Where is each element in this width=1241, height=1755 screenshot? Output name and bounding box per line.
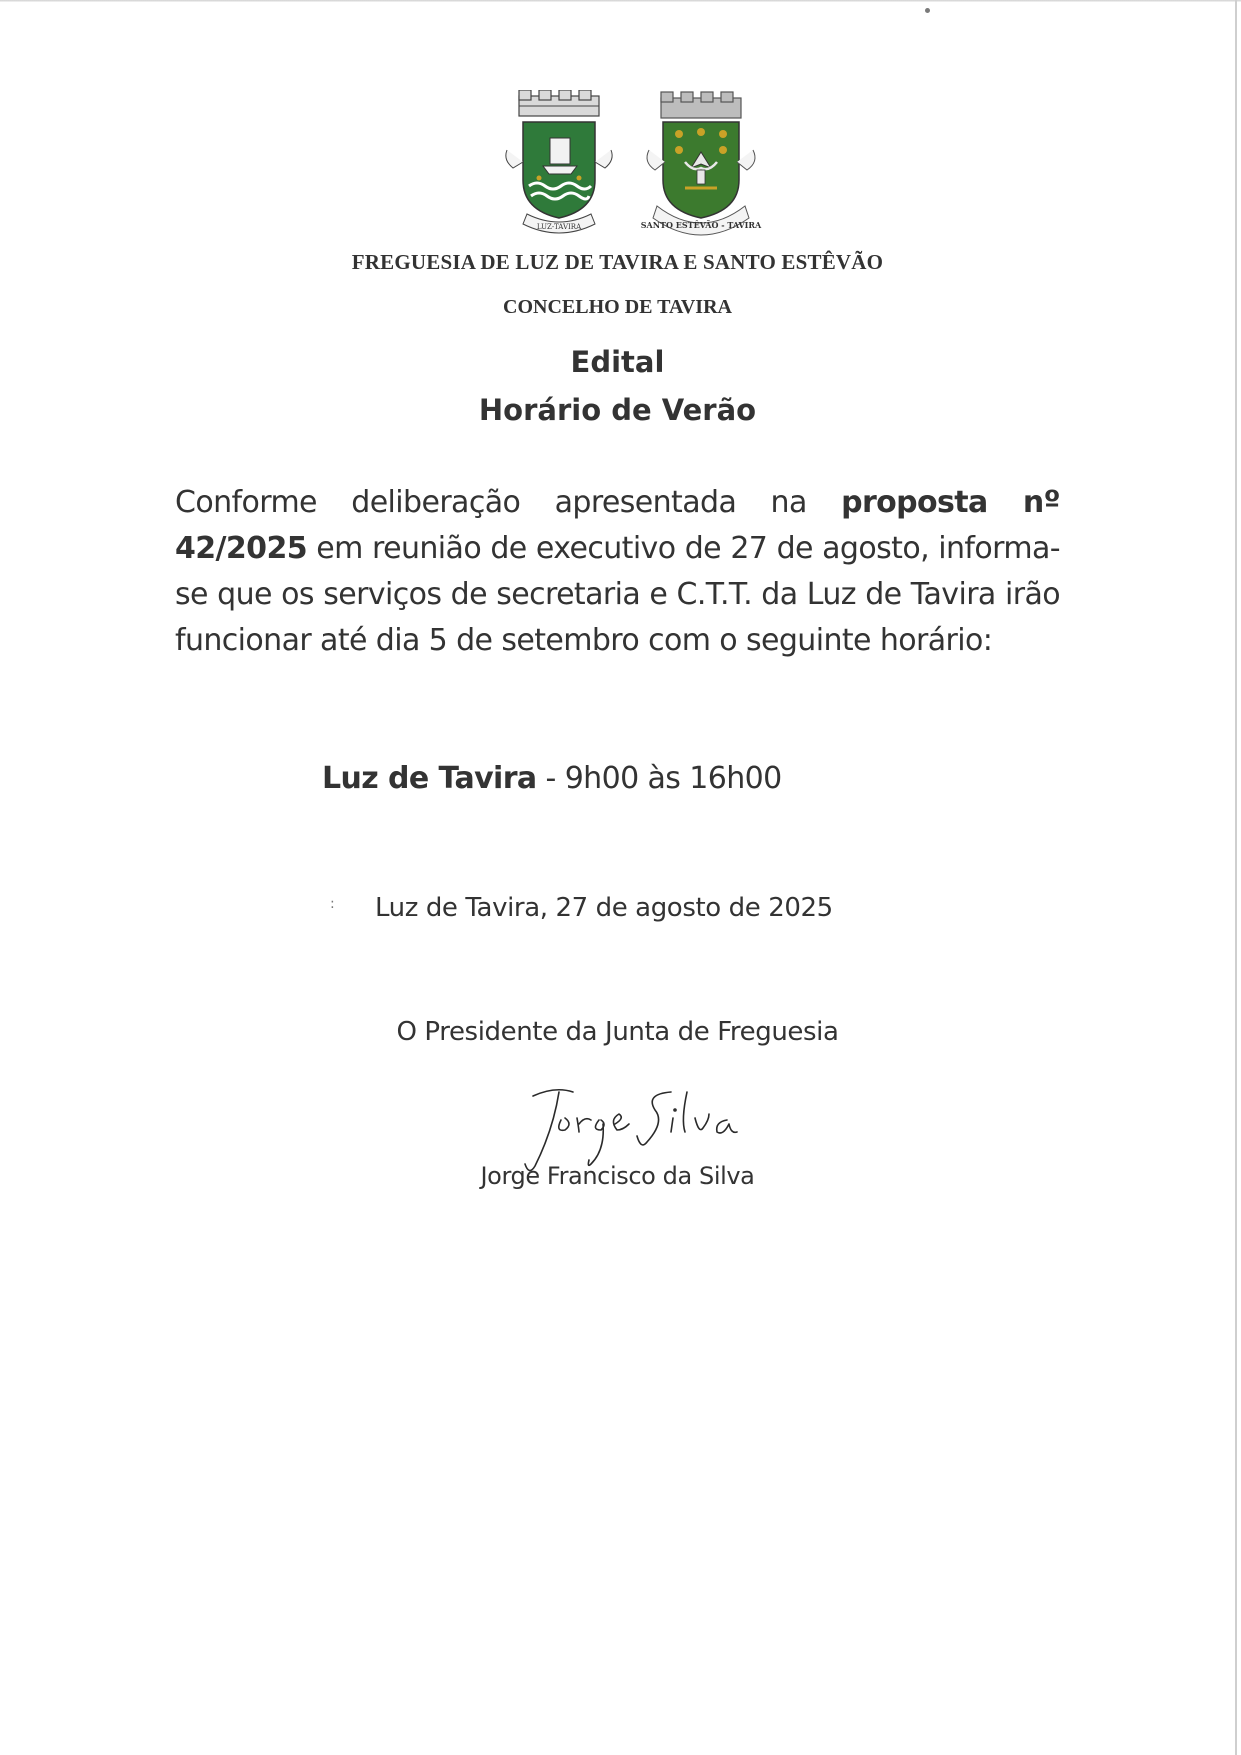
schedule-line bbox=[322, 756, 782, 802]
schedule-separator: - bbox=[536, 761, 565, 796]
organization-name: FREGUESIA DE LUZ DE TAVIRA E SANTO ESTÊVÃO bbox=[351, 250, 884, 274]
signer-name: Jorge Francisco da Silva bbox=[480, 1162, 755, 1190]
scan-right-edge bbox=[1235, 0, 1237, 1755]
scan-mark: : bbox=[330, 896, 335, 912]
crest-left-label: LUZ-TAVIRA bbox=[536, 223, 582, 231]
scan-top-edge bbox=[0, 0, 1241, 2]
scan-speck bbox=[925, 8, 930, 13]
coats-of-arms bbox=[503, 90, 787, 245]
coats-of-arms-svg bbox=[503, 90, 787, 245]
crest-right-label: SANTO ESTÊVÃO - TAVIRA bbox=[640, 220, 762, 230]
schedule-location: Luz de Tavira bbox=[322, 761, 537, 796]
place-and-date: Luz de Tavira, 27 de agosto de 2025 bbox=[375, 893, 833, 923]
notice-rest: em reunião de executivo de 27 de agosto, informa-se que os serviços de secretaria e C.T.T. da Luz de Tavira irão funcionar até dia 5 de setembro com o seguinte horário: bbox=[175, 531, 1060, 658]
proposal-reference: proposta nº 42/2025 bbox=[175, 485, 1060, 566]
crest-luz-tavira bbox=[506, 90, 612, 233]
notice-body bbox=[175, 480, 1060, 664]
document-title: Edital bbox=[570, 345, 665, 379]
crest-santo-estevao bbox=[641, 92, 762, 235]
notice-intro: Conforme deliberação apresentada na bbox=[175, 485, 842, 520]
schedule-hours: 9h00 às 16h00 bbox=[564, 761, 782, 796]
document-subtitle: Horário de Verão bbox=[478, 393, 757, 427]
council-name: CONCELHO DE TAVIRA bbox=[503, 296, 732, 318]
signer-role: O Presidente da Junta de Freguesia bbox=[396, 1017, 839, 1047]
